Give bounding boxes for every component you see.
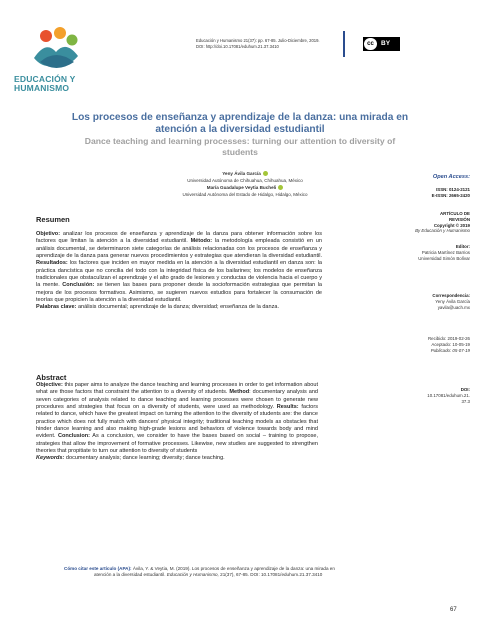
- journal-logo-line2: HUMANISMO: [14, 83, 70, 93]
- resumen-body: Objetivo: analizar los procesos de enseñanza y aprendizaje de la danza para obtener información sobre los factores que limitan la atención a la diversidad estudiantil. Método: la metodología empleada consistió en un análisis documental, se determinaron siete categorías de análisis relacionadas con los procesos de enseñanza y aprendizaje de la danza para generar nuevos procedimientos y estrategias que atendieran la diversidad estudiantil. Resultados: los factores que inciden en mayor medida en la atención a la diversidad estudiantil en danza son: la práctica dancística que no concilia del todo con la integridad física de los bailarines; los modelos de enseñanza tradicionales que obstaculizan el aprendizaje y el alto grado de lesiones y conductas de violencia hacia el cuerpo y la mente. Conclusión: se tienen las bases para proponer desde la socioformación estrategias que permitan la mejora de los procesos formativos. Asimismo, se sugieren nuevos estudios para fortalecer la consumación de teorías que propicien la atención a la diversidad estudiantil. Palabras clave: análisis documental; aprendizaje de la danza; diversidad; enseñanza de la danza.: [36, 231, 322, 311]
- article-type: ARTÍCULO DE REVISIÓN Copyright © 2019 By Educación y Humanismo: [415, 211, 470, 234]
- header-citation: [196, 38, 356, 50]
- author-1: [150, 171, 340, 176]
- abstract-body: Objective: this paper aims to analyze the dance teaching and learning processes in order to get information about what are those factors that constraint the attention to a diversity of students. Method: documentary analysis and seven categories of analysis related to dance teaching and learning processes were chosen to generate new procedures and strategies that focus on a diversity of students, were used as methodology. Results: factors related to dance, which have the greatest impact on turning the attention to the diversity of students are: the dance practice which does not fully match with dancers' physical integrity; traditional teaching models as obstacles that hinder dance learning and also making high-grade lesions and behaviors of violence towards body and mind evident. Conclusion: As a conclusion, we consider to have the bases based on social – training to propose, strategies that allow the improvement of formative processes. Likewise, new studies are suggested to strengthen theories that propitiate to turn our attention to diversity of students Keywords: documentary analysis; dance learning; diversity; dance teaching.: [36, 382, 318, 462]
- eissn: E-ISSN: 2665-2420: [431, 193, 470, 198]
- dates-block: Recibido: 2019-02-26 Aceptado: 10-05-19 Publicado: 05-07-19: [428, 336, 470, 353]
- title-es-line1: Los procesos de enseñanza y aprendizaje de la danza: una mirada en: [71, 112, 409, 123]
- page-number: 67: [450, 607, 457, 613]
- correspondence-email[interactable]: yavila@uach.mx: [437, 304, 470, 310]
- issn: ISSN: 0124-2121: [436, 187, 470, 192]
- header-divider: [343, 31, 345, 57]
- header-citation-line1: Educación y Humanismo 21(37): pp. 67-85. Julio-Diciembre, 2019.: [196, 38, 320, 43]
- cc-icon: cc: [364, 38, 377, 50]
- orcid-icon[interactable]: [263, 171, 268, 176]
- author-1-name: Yeny Ávila García: [222, 171, 261, 176]
- journal-logo-line1: EDUCACIÓN Y: [14, 74, 76, 84]
- resumen-heading: Resumen: [36, 215, 70, 224]
- doi-link[interactable]: 10.17081/eduhum.21.: [427, 392, 470, 398]
- header-doi[interactable]: DOI: http://doi.10.17081/eduhum.21.37.3410: [196, 44, 279, 49]
- abstract-heading: Abstract: [36, 373, 67, 382]
- author-2: [150, 185, 340, 190]
- open-access-label: Open Access:: [432, 174, 470, 180]
- correspondence-block: Correspondencia: Yeny Ávila García yavila@uach.mx: [350, 293, 470, 310]
- orcid-icon[interactable]: [278, 185, 283, 190]
- author-2-affiliation: Universidad Autónoma del Estado de Hidalgo, Hidalgo, México: [182, 192, 308, 197]
- title-en-line2: students: [222, 147, 258, 157]
- editor-block: Editor: Patricia Martínez Barrios Universidad Simón Bolívar: [418, 244, 470, 261]
- title-spanish: [55, 112, 425, 136]
- title-english: [58, 136, 422, 158]
- title-en-line1: Dance teaching and learning processes: turning our attention to diversity of: [84, 136, 396, 146]
- title-es-line2: atención a la diversidad estudiantil: [155, 124, 325, 135]
- cc-license-badge[interactable]: [363, 37, 400, 51]
- how-to-cite: Cómo citar este artículo (APA): Ávila, Y. & Veytia, M. (2019). Los procesos de enseñanza y aprendizaje de la danza: una mirada en atención a la diversidad estudiantil. Educación y Humanismo, 21(37), 67-85. DOI: 10.17081/eduhum.21.37.3410: [64, 566, 335, 577]
- author-1-affiliation: Universidad Autónoma de Chihuahua, Chihuahua, México: [187, 178, 303, 183]
- cc-by-label: BY: [381, 40, 391, 47]
- doi-block: DOI: 10.17081/eduhum.21. 37.3: [350, 387, 470, 404]
- author-2-name: María Guadalupe Veytia Bucheli: [206, 185, 277, 190]
